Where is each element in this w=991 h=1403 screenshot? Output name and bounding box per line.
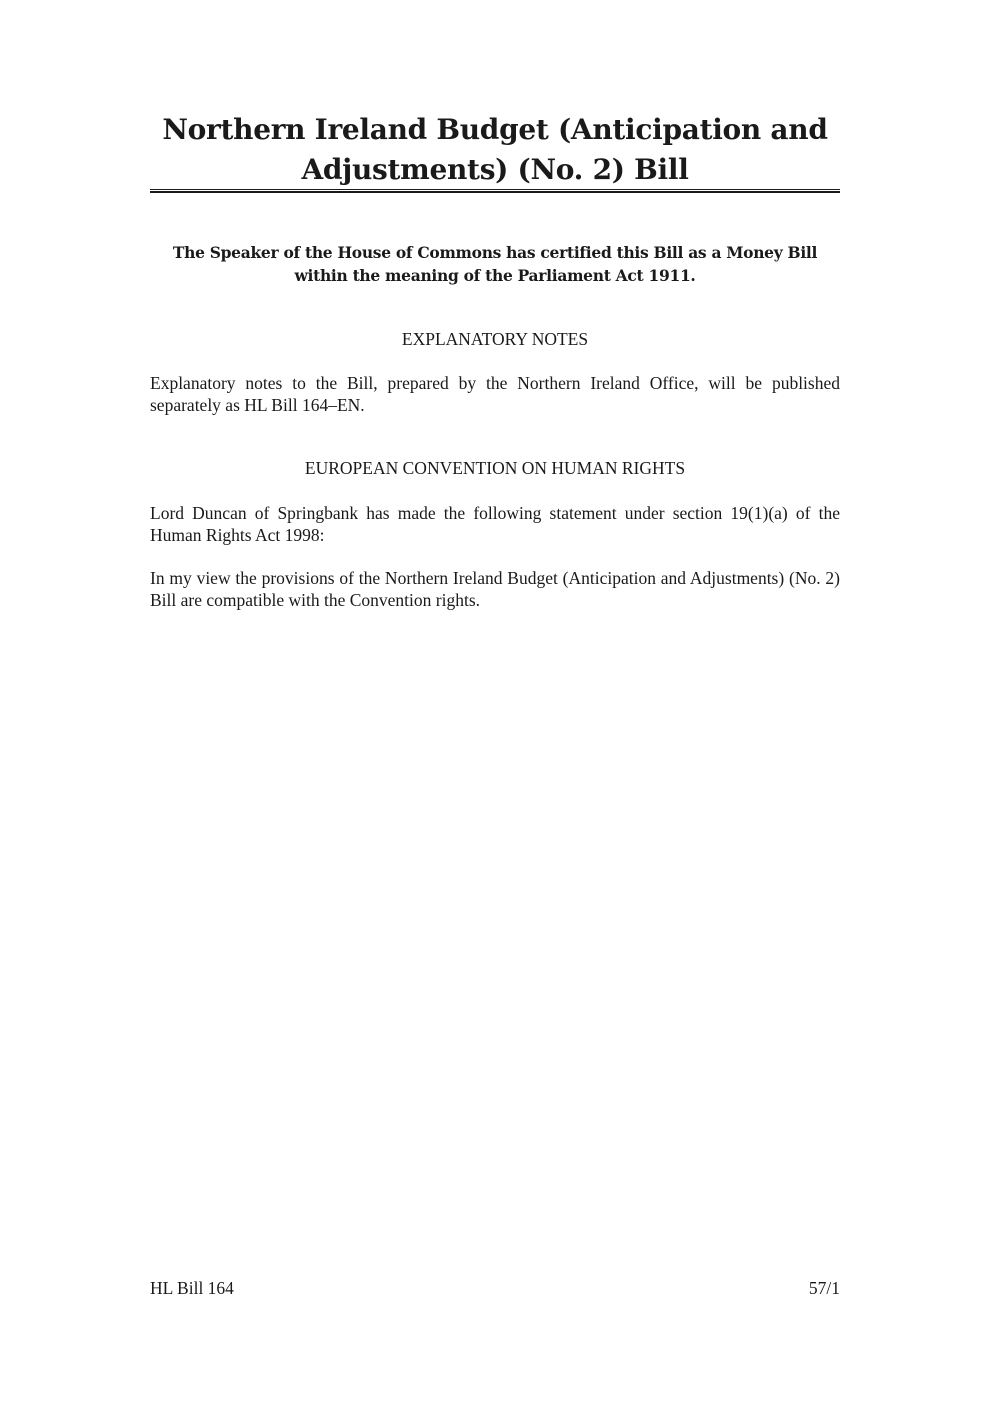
title-double-rule	[150, 189, 840, 193]
money-bill-certification	[150, 241, 840, 287]
explanatory-notes-heading: EXPLANATORY NOTES	[401, 329, 589, 349]
certification-line-1: The Speaker of the House of Commons has certified this Bill as a Money Bill	[172, 243, 818, 262]
bill-title	[150, 110, 840, 190]
bill-title-line-2: Adjustments) (No. 2) Bill	[301, 153, 689, 186]
echr-heading: EUROPEAN CONVENTION ON HUMAN RIGHTS	[304, 458, 686, 478]
explanatory-notes-text: Explanatory notes to the Bill, prepared by the Northern Ireland Office, will be published separately as HL Bill 164–EN.	[150, 373, 840, 415]
certification-line-2: within the meaning of the Parliament Act 1911.	[294, 266, 696, 285]
echr-statement: In my view the provisions of the Northern Ireland Budget (Anticipation and Adjustments) (No. 2) Bill are compatible with the Convention rights.	[150, 568, 840, 610]
bill-title-line-1: Northern Ireland Budget (Anticipation and	[162, 113, 828, 146]
echr-statement-intro: Lord Duncan of Springbank has made the following statement under section 19(1)(a) of the Human Rights Act 1998:	[150, 503, 840, 545]
footer-print-reference: 57/1	[808, 1278, 840, 1298]
footer-bill-number: HL Bill 164	[150, 1278, 234, 1298]
